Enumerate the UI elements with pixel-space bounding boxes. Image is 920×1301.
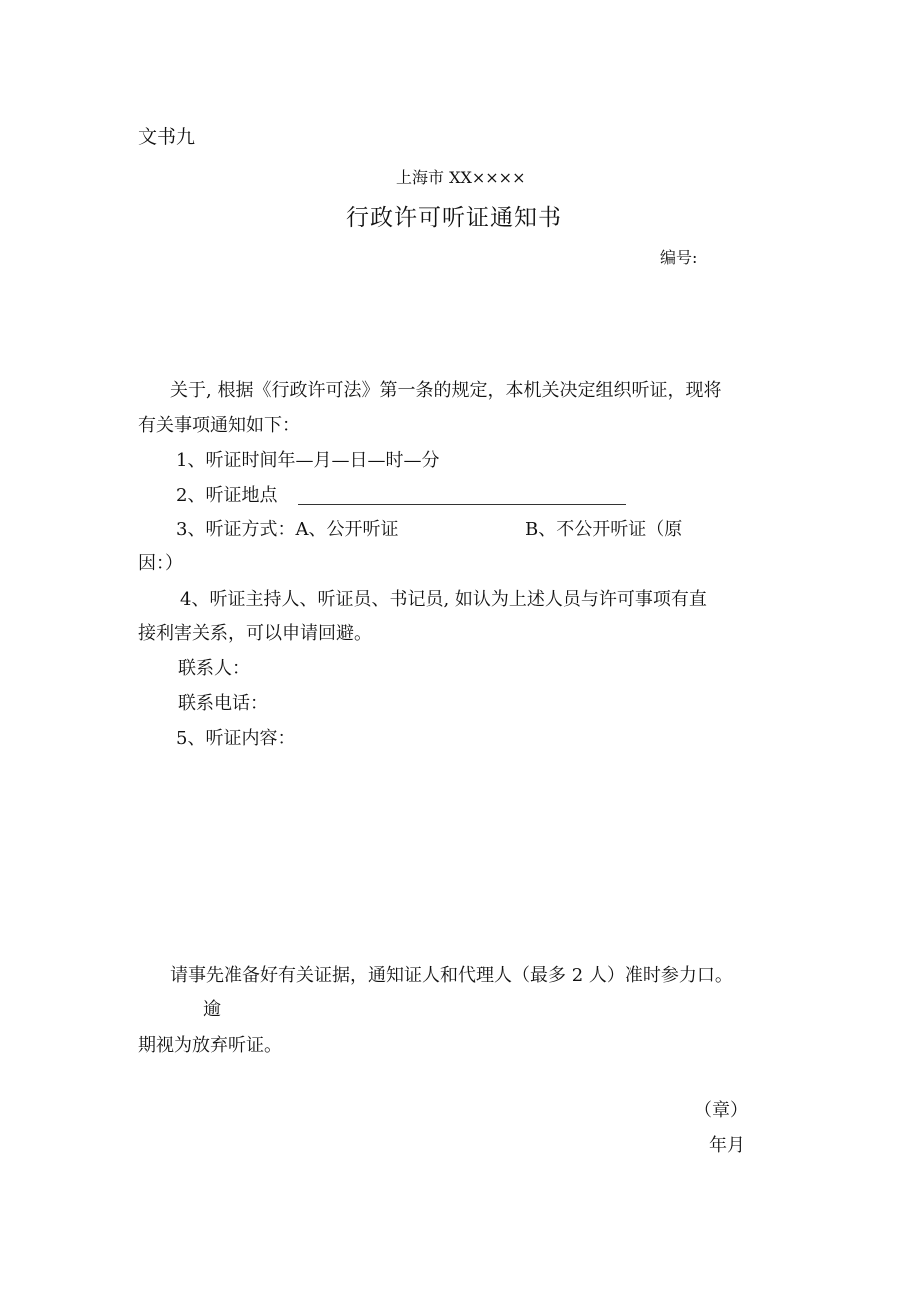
recusal-item-line-1: 4、听证主持人、听证员、书记员, 如认为上述人员与许可事项有直 [180, 589, 707, 610]
date-placeholder: 年月 [709, 1135, 745, 1156]
hearing-time-item: 1、听证时间年—月—日—时—分 [176, 450, 440, 471]
recusal-item-line-2: 接利害关系，可以申请回避。 [138, 623, 372, 644]
hearing-location-blank-line [298, 504, 626, 505]
hearing-mode-private: B、不公开听证（原 [525, 519, 683, 540]
intro-line-2: 有关事项通知如下： [138, 415, 300, 436]
intro-line-1: 关于, 根据《行政许可法》第一条的规定，本机关决定组织听证，现将 [170, 380, 722, 401]
issuing-authority: 上海市 XX×××× [396, 168, 526, 187]
seal-placeholder: （章） [694, 1100, 748, 1121]
contact-person-label: 联系人： [178, 658, 250, 679]
serial-number-label: 编号: [660, 248, 698, 267]
hearing-mode-public: 3、听证方式：A、公开听证 [176, 519, 399, 540]
hearing-location-item: 2、听证地点 [176, 485, 278, 506]
document-number: 文书九 [138, 126, 196, 148]
hearing-mode-reason: 因：） [138, 553, 183, 574]
hearing-content-item: 5、听证内容： [176, 728, 296, 749]
overdue-notice-part-1: 逾 [203, 999, 221, 1020]
contact-phone-label: 联系电话： [178, 693, 268, 714]
preparation-notice: 请事先准备好有关证据，通知证人和代理人（最多 2 人）准时参力口。 [170, 965, 733, 986]
overdue-notice-part-2: 期视为放弃听证。 [138, 1035, 282, 1056]
document-title: 行政许可听证通知书 [346, 205, 562, 231]
